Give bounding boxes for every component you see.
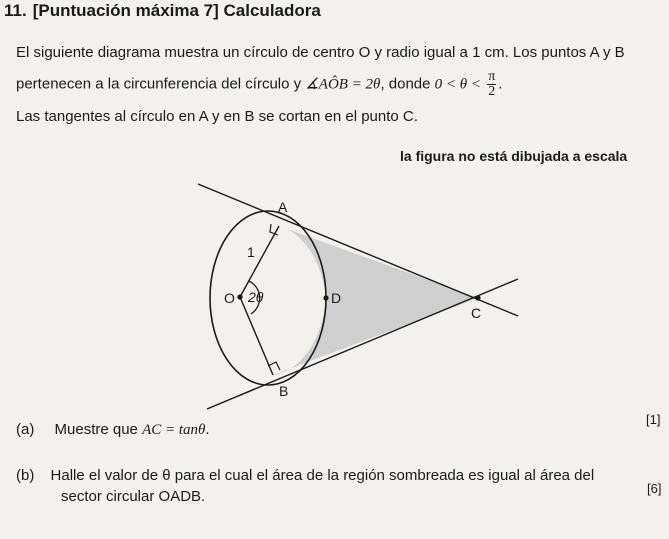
part-a-math: AC = tanθ <box>142 422 206 438</box>
radius-OA <box>240 226 279 297</box>
label-D: D <box>331 290 342 306</box>
intro-line-1: El siguiente diagrama muestra un círculo de centro O y radio igual a 1 cm. Los puntos A y B <box>16 44 625 61</box>
scale-note: la figura no está dibujada a escala <box>400 148 628 164</box>
label-C: C <box>471 305 482 321</box>
angle-expression: ∡AÔB = 2θ <box>305 76 381 93</box>
question-heading: [Puntuación máxima 7] Calculadora <box>32 1 321 20</box>
part-b-line-2: sector circular OADB. <box>61 488 206 505</box>
part-a <box>16 421 210 439</box>
fraction-numerator: π <box>488 69 496 84</box>
part-b-marks: [6] <box>647 481 662 496</box>
fraction-denominator: 2 <box>488 84 496 99</box>
label-B: B <box>279 383 289 399</box>
part-a-end: . <box>205 421 210 438</box>
intro-line-2-end: . <box>498 75 503 93</box>
point-D <box>323 295 328 300</box>
inequality-expression: 0 < θ < <box>434 76 482 93</box>
intro-line-2-mid: , donde <box>380 75 435 93</box>
part-b-label: (b) <box>16 467 35 484</box>
point-C <box>475 295 480 300</box>
point-O <box>237 294 242 299</box>
part-b-text: Halle el valor de θ para el cual el área de la región sombreada es igual al área del <box>50 467 595 484</box>
part-a-marks: [1] <box>646 412 661 427</box>
label-O: O <box>224 290 235 306</box>
label-angle: 2θ <box>248 289 264 305</box>
part-a-text: Muestre que <box>54 421 143 438</box>
shaded-region <box>273 226 478 375</box>
part-b-line-1 <box>16 467 594 484</box>
question-number: 11. <box>4 1 27 20</box>
intro-line-2-pre: pertenecen a la circunferencia del círculo y <box>16 75 306 93</box>
label-A: A <box>278 199 288 215</box>
part-a-label: (a) <box>16 421 35 438</box>
label-radius: 1 <box>247 244 255 260</box>
intro-line-3: Las tangentes al círculo en A y en B se cortan en el punto C. <box>16 108 418 125</box>
